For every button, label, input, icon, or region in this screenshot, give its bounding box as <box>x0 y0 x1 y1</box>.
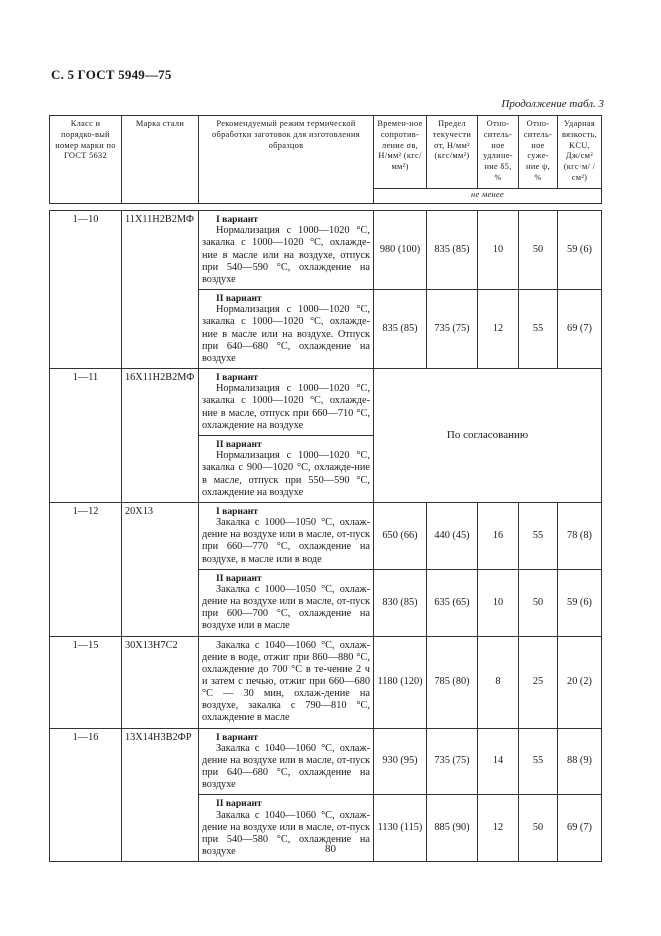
yield-value: 735 (75) <box>427 728 478 795</box>
yield-value: 735 (75) <box>427 290 478 369</box>
heat-treatment-cell <box>199 636 374 728</box>
by-agreement-cell: По согласованию <box>374 369 602 503</box>
variant-text: Нормализация с 1000—1020 °С, закалка с 1000—1020 °С, охлажде-ние в масле или на воздухе, отпуск при 540—590 °С, охлаждение на воздухе <box>202 225 370 285</box>
page-title: С. 5 ГОСТ 5949—75 <box>51 67 172 82</box>
variant-text: Нормализация с 1000—1020 °С, закалка с 1000—1020 °С, охлажде-ние в масле, отпуск при 660—710 °С, охлаждение на воздухе <box>202 383 370 431</box>
variant-text: Закалка с 1040—1060 °С, охлаж-дение в воде, отжиг при 860—880 °С, охлаждение до 700 °С в те-чение 2 ч и затем с печью, отжиг при 660—680 °С — 30 мин, охлаж-дение на воздухе, закалка с 790—810 °С, охлаждение в масле <box>202 639 370 724</box>
table-row <box>50 728 602 795</box>
elongation-value: 16 <box>478 502 519 569</box>
variant-title: I вариант <box>216 214 259 225</box>
steel-grade-cell: 16Х11Н2В2МФ <box>122 369 199 503</box>
contraction-value: 50 <box>519 211 558 290</box>
col-tensile-header: Времен-ное сопротив-ление σв, Н/мм² (кгс/мм²) <box>374 116 427 189</box>
table-row <box>50 502 602 569</box>
contraction-value: 55 <box>519 290 558 369</box>
impact-value: 20 (2) <box>558 636 602 728</box>
steel-class-cell: 1—12 <box>50 502 122 636</box>
yield-value: 785 (80) <box>427 636 478 728</box>
variant-text: Закалка с 1040—1060 °С, охлаж-дение на воздухе или в масле, от-пуск при 640—680 °С, охлаждение на воздухе <box>202 742 370 791</box>
yield-value: 885 (90) <box>427 795 478 862</box>
steel-class-cell: 1—16 <box>50 728 122 862</box>
tensile-value: 980 (100) <box>374 211 427 290</box>
col-class-header: Класс и порядко-вый номер марки по ГОСТ 5632 <box>50 116 122 204</box>
steel-grade-cell: 20Х13 <box>122 502 199 636</box>
impact-value: 88 (9) <box>558 728 602 795</box>
contraction-value: 50 <box>519 795 558 862</box>
steel-class-cell: 1—10 <box>50 211 122 369</box>
tensile-value: 830 (85) <box>374 569 427 636</box>
variant-text: Закалка с 1000—1050 °С, охлаж-дение на воздухе или в масле, от-пуск при 600—700 °С, охлаждение на воздухе или в масле <box>202 583 370 632</box>
variant-text: Закалка с 1000—1050 °С, охлаж-дение на воздухе или в масле, от-пуск при 660—770 °С, охлаждение на воздухе, в масле или в воде <box>202 517 370 565</box>
table-row <box>50 369 602 436</box>
col-elongation-header: Отно-ситель-ное удлине-ние δ5, % <box>478 116 519 189</box>
col-regime-header: Рекомендуемый режим термической обработки заготовок для изготовления образцов <box>199 116 374 204</box>
elongation-value: 10 <box>478 211 519 290</box>
elongation-value: 14 <box>478 728 519 795</box>
table-continuation-label: Продолжение табл. 3 <box>501 98 604 110</box>
steel-class-cell: 1—15 <box>50 636 122 728</box>
heat-treatment-cell <box>199 502 374 569</box>
variant-title: I вариант <box>216 731 259 743</box>
col-contraction-header: Отно-ситель-ное суже-ние ψ, % <box>519 116 558 189</box>
impact-value: 59 (6) <box>558 569 602 636</box>
variant-title: II вариант <box>216 798 262 810</box>
heat-treatment-cell <box>199 290 374 369</box>
steel-grade-cell: 30Х13Н7С2 <box>122 636 199 728</box>
contraction-value: 55 <box>519 728 558 795</box>
table-row <box>50 211 602 290</box>
variant-title: I вариант <box>216 505 259 517</box>
page-number: 80 <box>325 843 336 855</box>
yield-value: 835 (85) <box>427 211 478 290</box>
heat-treatment-cell <box>199 211 374 290</box>
properties-table <box>49 115 602 862</box>
tensile-value: 835 (85) <box>374 290 427 369</box>
col-grade-header: Марка стали <box>122 116 199 204</box>
impact-value: 78 (8) <box>558 502 602 569</box>
col-yield-header: Предел текучести σт, Н/мм² (кгс/мм²) <box>427 116 478 189</box>
variant-title: II вариант <box>216 572 262 584</box>
min-values-note: не менее <box>374 189 602 204</box>
impact-value: 59 (6) <box>558 211 602 290</box>
elongation-value: 8 <box>478 636 519 728</box>
contraction-value: 50 <box>519 569 558 636</box>
impact-value: 69 (7) <box>558 290 602 369</box>
table-row <box>50 636 602 728</box>
col-impact-header: Ударная вязкость, KCU, Дж/см² (кгс·м/ /см²) <box>558 116 602 189</box>
variant-title: II вариант <box>216 293 262 305</box>
steel-class-cell: 1—11 <box>50 369 122 503</box>
variant-text: Нормализация с 1000—1020 °С, закалка с 900—1020 °С, охлажде-ние в масле, отпуск при 550—590 °С, охлаждение на воздухе <box>202 450 370 498</box>
variant-title: I вариант <box>216 372 259 384</box>
yield-value: 440 (45) <box>427 502 478 569</box>
elongation-value: 10 <box>478 569 519 636</box>
heat-treatment-cell <box>199 435 374 502</box>
elongation-value: 12 <box>478 290 519 369</box>
variant-text: Закалка с 1040—1060 °С, охлаж-дение на воздухе или в масле, от-пуск при 540—580 °С, охлаждение на воздухе <box>202 809 370 858</box>
heat-treatment-cell <box>199 369 374 436</box>
variant-title: II вариант <box>216 438 262 450</box>
tensile-value: 930 (95) <box>374 728 427 795</box>
elongation-value: 12 <box>478 795 519 862</box>
contraction-value: 25 <box>519 636 558 728</box>
tensile-value: 1180 (120) <box>374 636 427 728</box>
steel-grade-cell: 11Х11Н2В2МФ <box>122 211 199 369</box>
steel-grade-cell: 13Х14Н3В2ФР <box>122 728 199 862</box>
heat-treatment-cell <box>199 569 374 636</box>
table-body <box>50 211 602 862</box>
tensile-value: 1130 (115) <box>374 795 427 862</box>
yield-value: 635 (65) <box>427 569 478 636</box>
heat-treatment-cell <box>199 728 374 795</box>
variant-text: Нормализация с 1000—1020 °С, закалка с 1000—1020 °С, охлажде-ние в масле или на воздухе. Отпуск при 640—680 °С, охлаждение на воздухе <box>202 304 370 364</box>
impact-value: 69 (7) <box>558 795 602 862</box>
tensile-value: 650 (66) <box>374 502 427 569</box>
contraction-value: 55 <box>519 502 558 569</box>
